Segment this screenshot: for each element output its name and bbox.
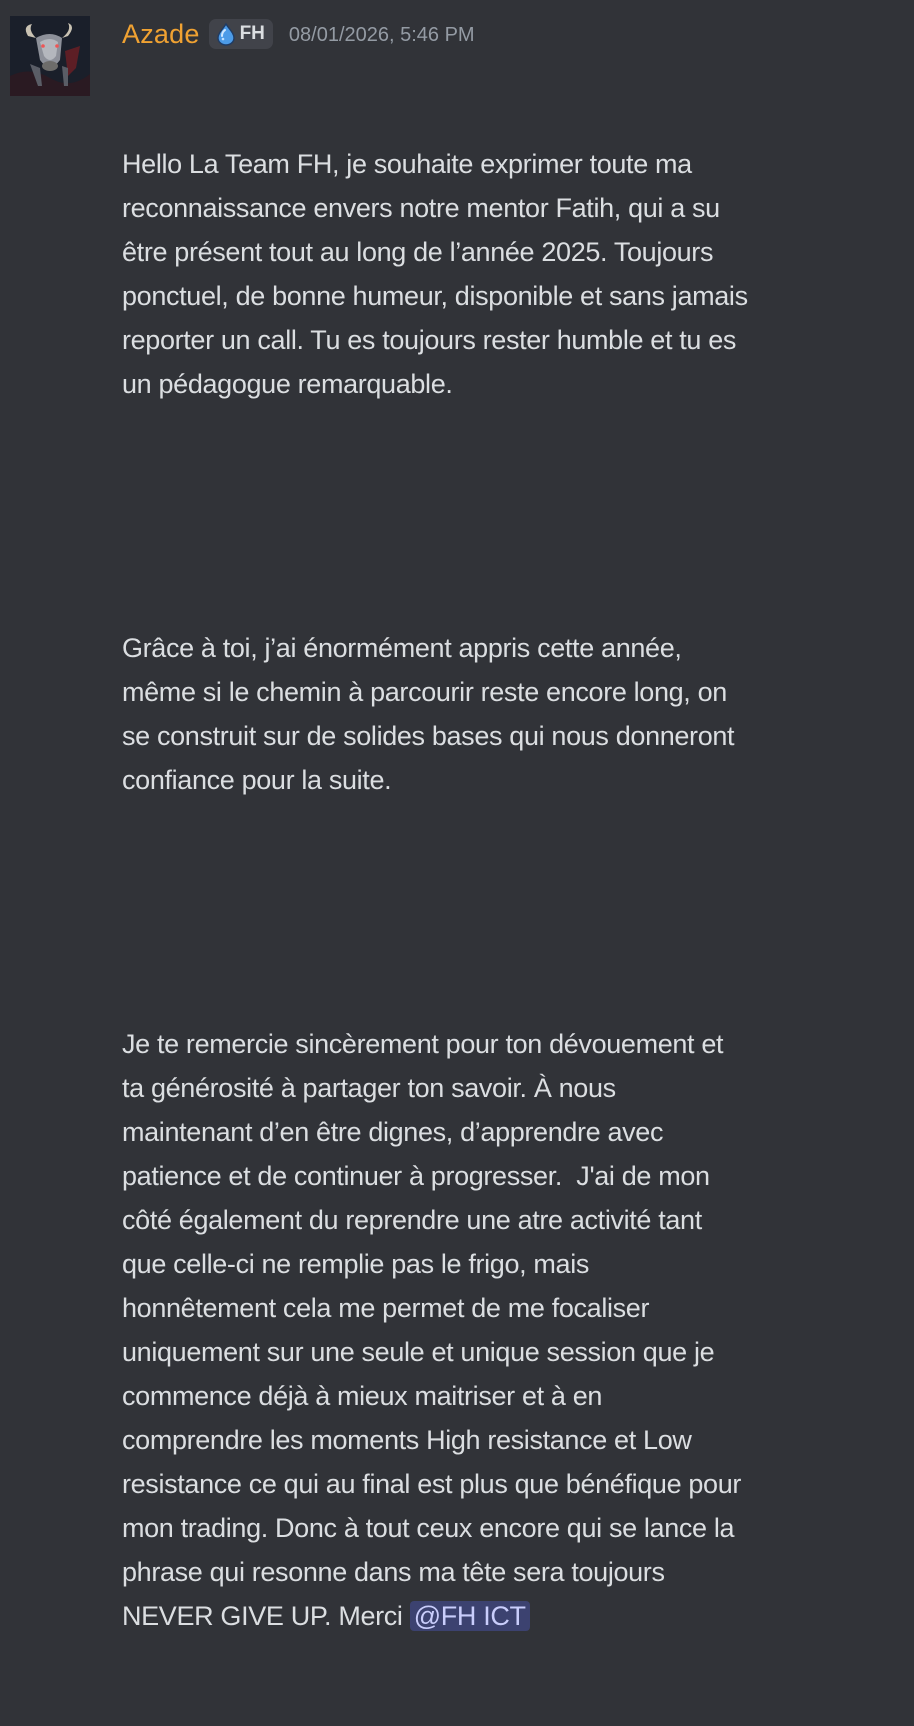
role-tag-label: FH <box>239 23 265 44</box>
timestamp[interactable]: 08/01/2026, 5:46 PM <box>288 24 475 46</box>
message-content <box>122 54 874 1726</box>
role-tag[interactable] <box>209 19 273 49</box>
username[interactable]: Azade <box>122 18 200 49</box>
paragraph-spacer <box>122 494 874 538</box>
paragraph-3: Je te remercie sincèrement pour ton dévouement et ta générosité à partager ton savoir. À nous maintenant d’en être dignes, d’apprendre avec patience et de continuer à progresser. J'ai de mon côté également du reprendre une atre activité tant que celle-ci ne remplie pas le frigo, mais honnêtement cela me permet de me focaliser uniquement sur une seule et unique session que je commence déjà à mieux maitriser et à en comprendre les moments High resistance et Low resistance ce qui au final est plus que bénéfique pour mon trading. Donc à tout ceux encore qui se lance la phrase qui resonne dans ma tête sera toujours NEVER GIVE UP. Merci @FH ICT <box>122 1029 742 1631</box>
avatar[interactable] <box>10 16 90 96</box>
paragraph-1: Hello La Team FH, je souhaite exprimer toute ma reconnaissance envers notre mentor Fatih, qui a su être présent tout au long de l’année 2025. Toujours ponctuel, de bonne humeur, disponible et sans jamais reporter un call. Tu es toujours rester humble et tu es un pédagogue remarquable. <box>122 149 748 399</box>
message-header <box>122 13 874 55</box>
water-drop-icon <box>215 22 237 46</box>
paragraph-spacer <box>122 890 874 934</box>
bull-avatar-icon <box>10 16 90 96</box>
paragraph-2: Grâce à toi, j’ai énormément appris cette année, même si le chemin à parcourir reste encore long, on se construit sur de solides bases qui nous donneront confiance pour la suite. <box>122 633 735 795</box>
user-mention[interactable]: @FH ICT <box>410 1601 530 1631</box>
